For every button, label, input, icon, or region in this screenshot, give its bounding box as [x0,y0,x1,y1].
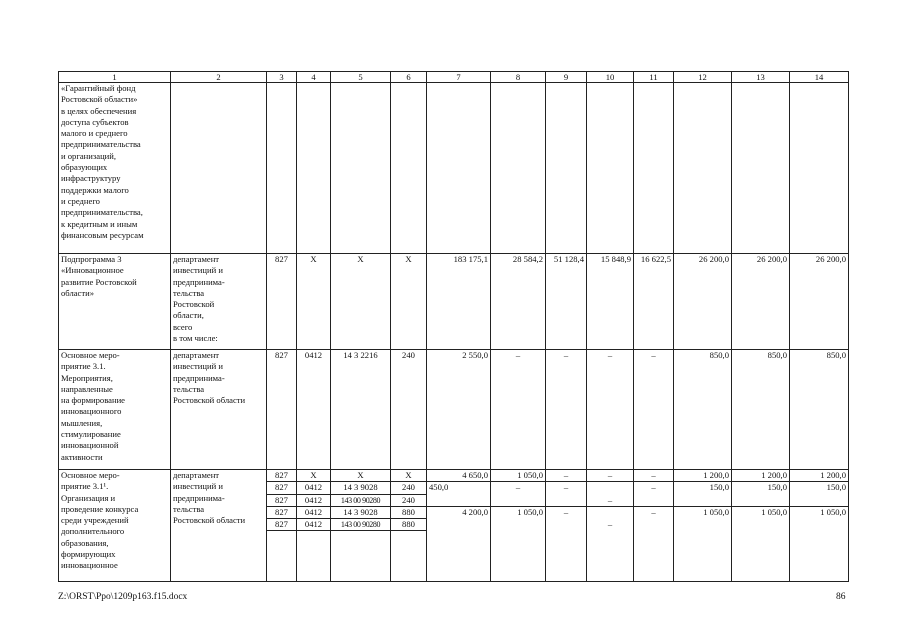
table-row-activity-3-1-1 [59,470,849,482]
executor-cell: департамент инвестиций и предпринима- тельства Ростовской области [171,470,267,582]
column-number: 5 [331,72,391,83]
footer-file-path: Z:\ORST\Ppo\1209p163.f15.docx [58,592,188,602]
program-name-cell: Основное меро- приятие 3.1. Мероприятия, направленные на формирование инновационного мышления, стимулирование инновационной активности [59,350,171,470]
amount-cell: – [491,350,546,470]
amount-cell: 150,0 [790,482,849,507]
amount-cell: 26 200,0 [732,254,790,350]
amount-cell: 150,0 [732,482,790,507]
table-row-activity-3-1 [59,350,849,470]
amount-cell: – [587,470,634,482]
amount-cell: 16 622,5 [634,254,674,350]
amount-cell: 850,0 [732,350,790,470]
amount-cell: – [634,350,674,470]
grbs-cell: 827 [267,519,297,531]
column-number: 11 [634,72,674,83]
column-number: 3 [267,72,297,83]
rzpr-cell: Х [297,470,331,482]
grbs-cell: 827 [267,470,297,482]
amount-cell: – [634,470,674,482]
amount-cell: 15 848,9 [587,254,634,350]
executor-cell: департамент инвестиций и предпринима- тельства Ростовской области, всего в том числе: [171,254,267,350]
csr-cell: 14 3 9028 [331,506,391,518]
vr-cell: 240 [391,494,427,506]
amount-cell: 1 200,0 [674,470,732,482]
rzpr-cell: 0412 [297,506,331,518]
page-number: 86 [836,592,846,602]
program-name-cell: «Гарантийный фонд Ростовской области» в целях обеспечения доступа субъектов малого и среднего предпринимательства и организаций, образующих инфраструктуру поддержки малого и среднего предпринимательства, к кредитным и иным финансовым ресурсам [59,83,171,254]
rzpr-cell: 0412 [297,482,331,494]
csr-cell: 14 3 9028 [331,482,391,494]
amount-cell: 2 550,0 [427,350,491,470]
column-number: 2 [171,72,267,83]
column-number: 10 [587,72,634,83]
column-number: 1 [59,72,171,83]
rzpr-cell: 0412 [297,494,331,506]
amount-cell: 1 200,0 [732,470,790,482]
amount-cell: – [546,350,587,470]
vr-cell: 240 [391,482,427,494]
amount-cell: 150,0 [674,482,732,507]
grbs-cell: 827 [267,482,297,494]
grbs-cell: 827 [267,350,297,470]
amount-cell: 1 050,0 [491,470,546,482]
vr-cell: Х [391,470,427,482]
column-number: 4 [297,72,331,83]
amount-cell: 850,0 [790,350,849,470]
column-number: 9 [546,72,587,83]
table-row-fund [59,83,849,254]
table-row-subprogram-3 [59,254,849,350]
column-number: 12 [674,72,732,83]
amount-cell: – [634,506,674,582]
rzpr-cell: 0412 [297,519,331,531]
executor-cell: департамент инвестиций и предпринима- тельства Ростовской области [171,350,267,470]
table-header-row [59,72,849,83]
csr-cell: 143 00 90280 [331,494,391,506]
amount-cell: 450,0 [427,482,491,507]
column-number: 7 [427,72,491,83]
vr-cell: Х [391,254,427,350]
rzpr-cell: 0412 [297,350,331,470]
csr-cell: Х [331,470,391,482]
column-number: 14 [790,72,849,83]
program-name-cell: Подпрограмма 3 «Инновационное развитие Ростовской области» [59,254,171,350]
amount-cell: 1 050,0 [732,506,790,582]
grbs-cell: 827 [267,254,297,350]
rzpr-cell: Х [297,254,331,350]
column-number: 13 [732,72,790,83]
amount-cell: 28 584,2 [491,254,546,350]
amount-cell: 183 175,1 [427,254,491,350]
csr-cell: 143 00 90280 [331,519,391,531]
csr-cell: Х [331,254,391,350]
amount-cell: 1 200,0 [790,470,849,482]
amount-cell: 4 200,0 [427,506,491,582]
amount-cell: – [634,482,674,507]
amount-cell: 1 050,0 [674,506,732,582]
amount-cell: 1 050,0 [491,506,546,582]
amount-cell: 26 200,0 [674,254,732,350]
amount-cell: – [587,482,634,507]
amount-cell: – [546,470,587,482]
grbs-cell: 827 [267,494,297,506]
amount-cell: 4 650,0 [427,470,491,482]
vr-cell: 240 [391,350,427,470]
amount-cell: – [587,506,634,582]
amount-cell: – [546,506,587,582]
amount-cell: – [546,482,587,507]
vr-cell: 880 [391,506,427,518]
amount-cell: 850,0 [674,350,732,470]
grbs-cell: 827 [267,506,297,518]
vr-cell: 880 [391,519,427,531]
amount-cell: – [587,350,634,470]
amount-cell: 26 200,0 [790,254,849,350]
amount-cell: – [491,482,546,507]
csr-cell: 14 3 2216 [331,350,391,470]
program-name-cell: Основное меро- приятие 3.1¹. Организация и проведение конкурса среди учреждений дополнительного образования, формирующих инновационное [59,470,171,582]
column-number: 8 [491,72,546,83]
budget-table [58,71,849,582]
amount-cell: 51 128,4 [546,254,587,350]
amount-cell: 1 050,0 [790,506,849,582]
column-number: 6 [391,72,427,83]
